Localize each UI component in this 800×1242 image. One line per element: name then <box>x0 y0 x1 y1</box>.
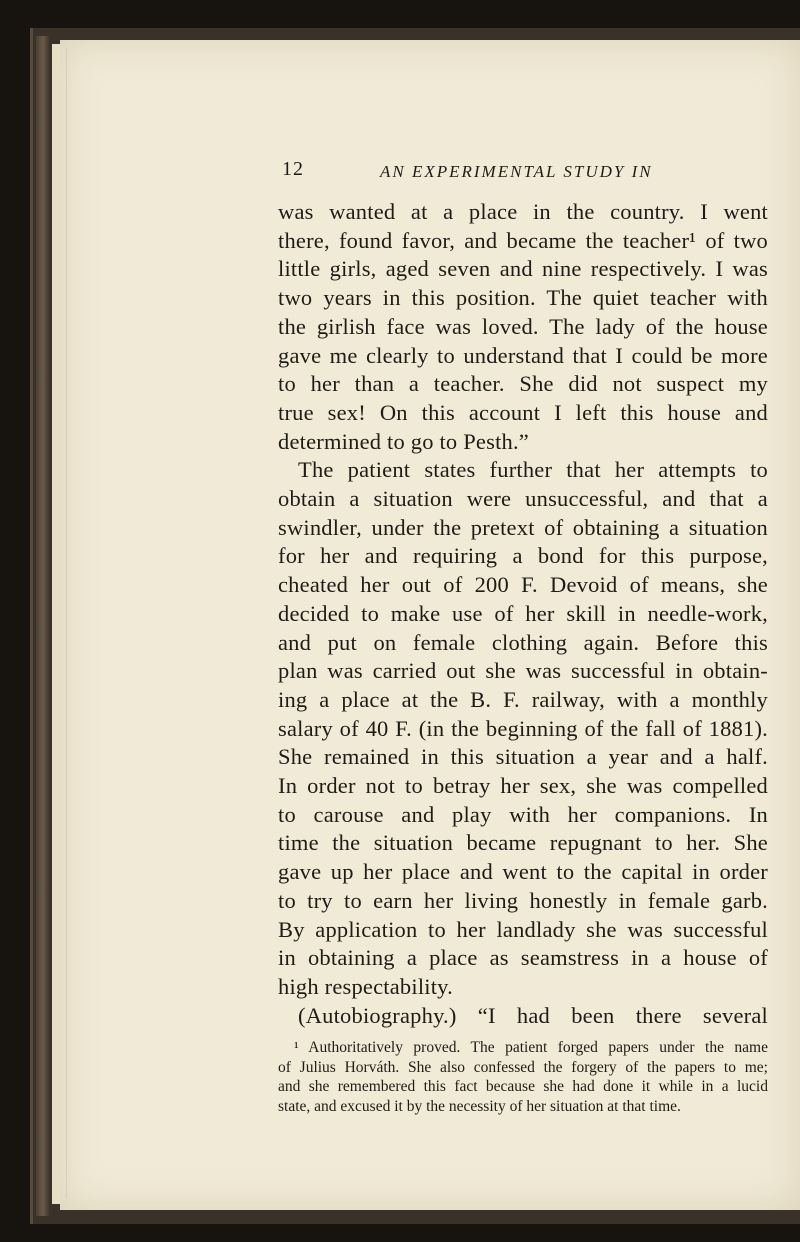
body-line: plan was carried out she was successful in obtain- <box>278 658 768 684</box>
body-line: time the situation became repugnant to her. She <box>278 830 768 856</box>
body-line: and put on female clothing again. Before this <box>278 629 768 655</box>
running-title: AN EXPERIMENTAL STUDY IN <box>380 162 653 181</box>
page-number: 12 <box>282 158 304 180</box>
body-line: The patient states further that her attempts to <box>298 457 768 483</box>
page-fold-line <box>66 48 67 1198</box>
body-line: was wanted at a place in the country. I went <box>278 199 768 224</box>
body-line: determined to go to Pesth.” <box>278 428 529 454</box>
book-spine-edge <box>36 36 50 1216</box>
body-line: obtain a situation were unsuccessful, and that a <box>278 486 768 512</box>
body-line: the girlish face was loved. The lady of the house <box>278 313 768 339</box>
body-line: to carouse and play with her companions. In <box>278 801 768 827</box>
body-line: gave me clearly to understand that I could be more <box>278 342 768 368</box>
body-text <box>278 198 768 1030</box>
body-line: cheated her out of 200 F. Devoid of means, she <box>278 572 768 598</box>
body-line: to try to earn her living honestly in female garb. <box>278 887 768 913</box>
footnote-line: and she remembered this fact because she had done it while in a lucid <box>278 1078 768 1096</box>
body-line: She remained in this situation a year and a half. <box>278 744 768 770</box>
body-line: In order not to betray her sex, she was compelled <box>278 773 768 799</box>
body-line: salary of 40 F. (in the beginning of the fall of 1881). <box>278 715 768 741</box>
body-line: gave up her place and went to the capital in order <box>278 859 768 885</box>
body-line: to her than a teacher. She did not suspect my <box>278 371 768 397</box>
footnote-line: ¹ Authoritatively proved. The patient forged papers under the name <box>294 1039 768 1057</box>
body-line: (Autobiography.) “I had been there several <box>298 1002 768 1028</box>
body-line: two years in this position. The quiet teacher with <box>278 285 768 311</box>
body-line: By application to her landlady she was successful <box>278 916 768 942</box>
body-line: true sex! On this account I left this house and <box>278 399 768 425</box>
body-line: in obtaining a place as seamstress in a house of <box>278 945 768 971</box>
body-line: there, found favor, and became the teacher¹ of two <box>278 227 768 253</box>
footnote <box>278 1038 768 1116</box>
body-line: for her and requiring a bond for this purpose, <box>278 543 768 569</box>
body-line: swindler, under the pretext of obtaining a situation <box>278 514 768 540</box>
footnote-line: of Julius Horváth. She also confessed the forgery of the papers to me; <box>278 1058 768 1076</box>
body-line: little girls, aged seven and nine respectively. I was <box>278 256 768 282</box>
body-line: decided to make use of her skill in needle-work, <box>278 600 768 626</box>
body-line: ing a place at the B. F. railway, with a monthly <box>278 686 768 712</box>
page-text-block <box>278 158 768 1116</box>
footnote-line: state, and excused it by the necessity of her situation at that time. <box>278 1097 681 1115</box>
running-head <box>278 158 768 198</box>
body-line: high respectability. <box>278 973 453 999</box>
